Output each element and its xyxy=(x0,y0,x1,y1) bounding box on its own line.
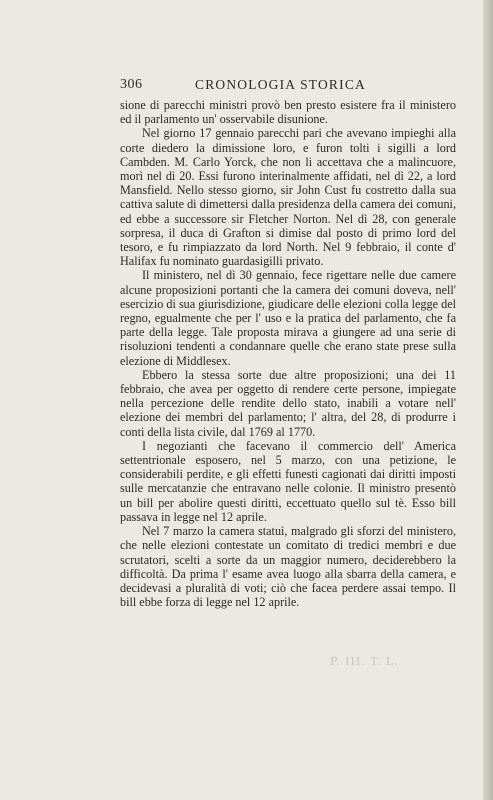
paragraph: I negozianti che facevano il commercio dell' America settentrionale esposero, nel 5 marzo, con una petizione, le considerabili perdite, e gli effetti funesti cagionati dai diritti imposti sulle mercatanzie che entravano nelle colonie. Il ministro presentò un bill per abolire questi diritti, eccettuato quello sul tè. Esso bill passava in legge nel 12 aprile. xyxy=(120,438,456,524)
body-text xyxy=(120,98,456,609)
paragraph: Nel giorno 17 gennaio parecchi pari che avevano impieghi alla corte diedero la dimissione loro, e furon tolti i sigilli a lord Cambden. M. Carlo Yorck, che non li accettava che a malincuore, morì nel dì 20. Essi furono interinalmente affidati, nel dì 22, a lord Mansfield. Nello stesso giorno, sir John Cust fu costretto dalla sua cattiva salute di dimettersi dalla presidenza della camera dei comuni, ed ebbe a successore sir Fletcher Norton. Nel dì 28, con generale sorpresa, il duca di Grafton si dimise dal posto di primo lord del tesoro, e fu rimpiazzato da lord North. Nel 9 febbraio, il conte d' Halifax fu nominato guardasigilli privato. xyxy=(120,126,456,269)
paragraph: Ebbero la stessa sorte due altre proposizioni; una dei 11 febbraio, che avea per oggetto di rendere certe persone, impiegate nella percezione delle rendite dello stato, inabili a votare nell' elezione dei membri del parlamento; l' altra, del 28, di produrre i conti della lista civile, dal 1769 al 1770. xyxy=(120,367,456,439)
paragraph: Nel 7 marzo la camera statuì, malgrado gli sforzi del ministero, che nelle elezioni contestate un comitato di tredici membri e due scrutatori, scelti a sorte da un maggior numero, deciderebbero la difficoltà. Da prima l' esame avea luogo alla sbarra della camera, e decidevasi a pluralità di voti; ciò che facea perdere assai tempo. Il bill ebbe forza di legge nel 12 aprile. xyxy=(120,524,456,610)
page-edge xyxy=(483,0,493,800)
bleed-through-text: P. III. T. L. xyxy=(330,655,399,668)
page-header xyxy=(120,77,456,93)
paragraph: sione di parecchi ministri provò ben presto esistere fra il ministero ed il parlamento un' osservabile disunione. xyxy=(120,98,456,127)
paragraph: Il ministero, nel dì 30 gennaio, fece rigettare nelle due camere alcune proposizioni portanti che la camera dei comuni doveva, nell' esercizio di sua giurisdizione, giudicare delle elezioni colla legge del regno, egualmente che per l' uso e la pratica del parlamento, che fa parte della legge. Tale proposta mirava a giungere ad una serie di risoluzioni tendenti a condannare quelle che erano state prese sulla elezione di Middlesex. xyxy=(120,268,456,368)
page-number: 306 xyxy=(120,77,143,92)
running-title: CRONOLOGIA STORICA xyxy=(195,77,366,92)
